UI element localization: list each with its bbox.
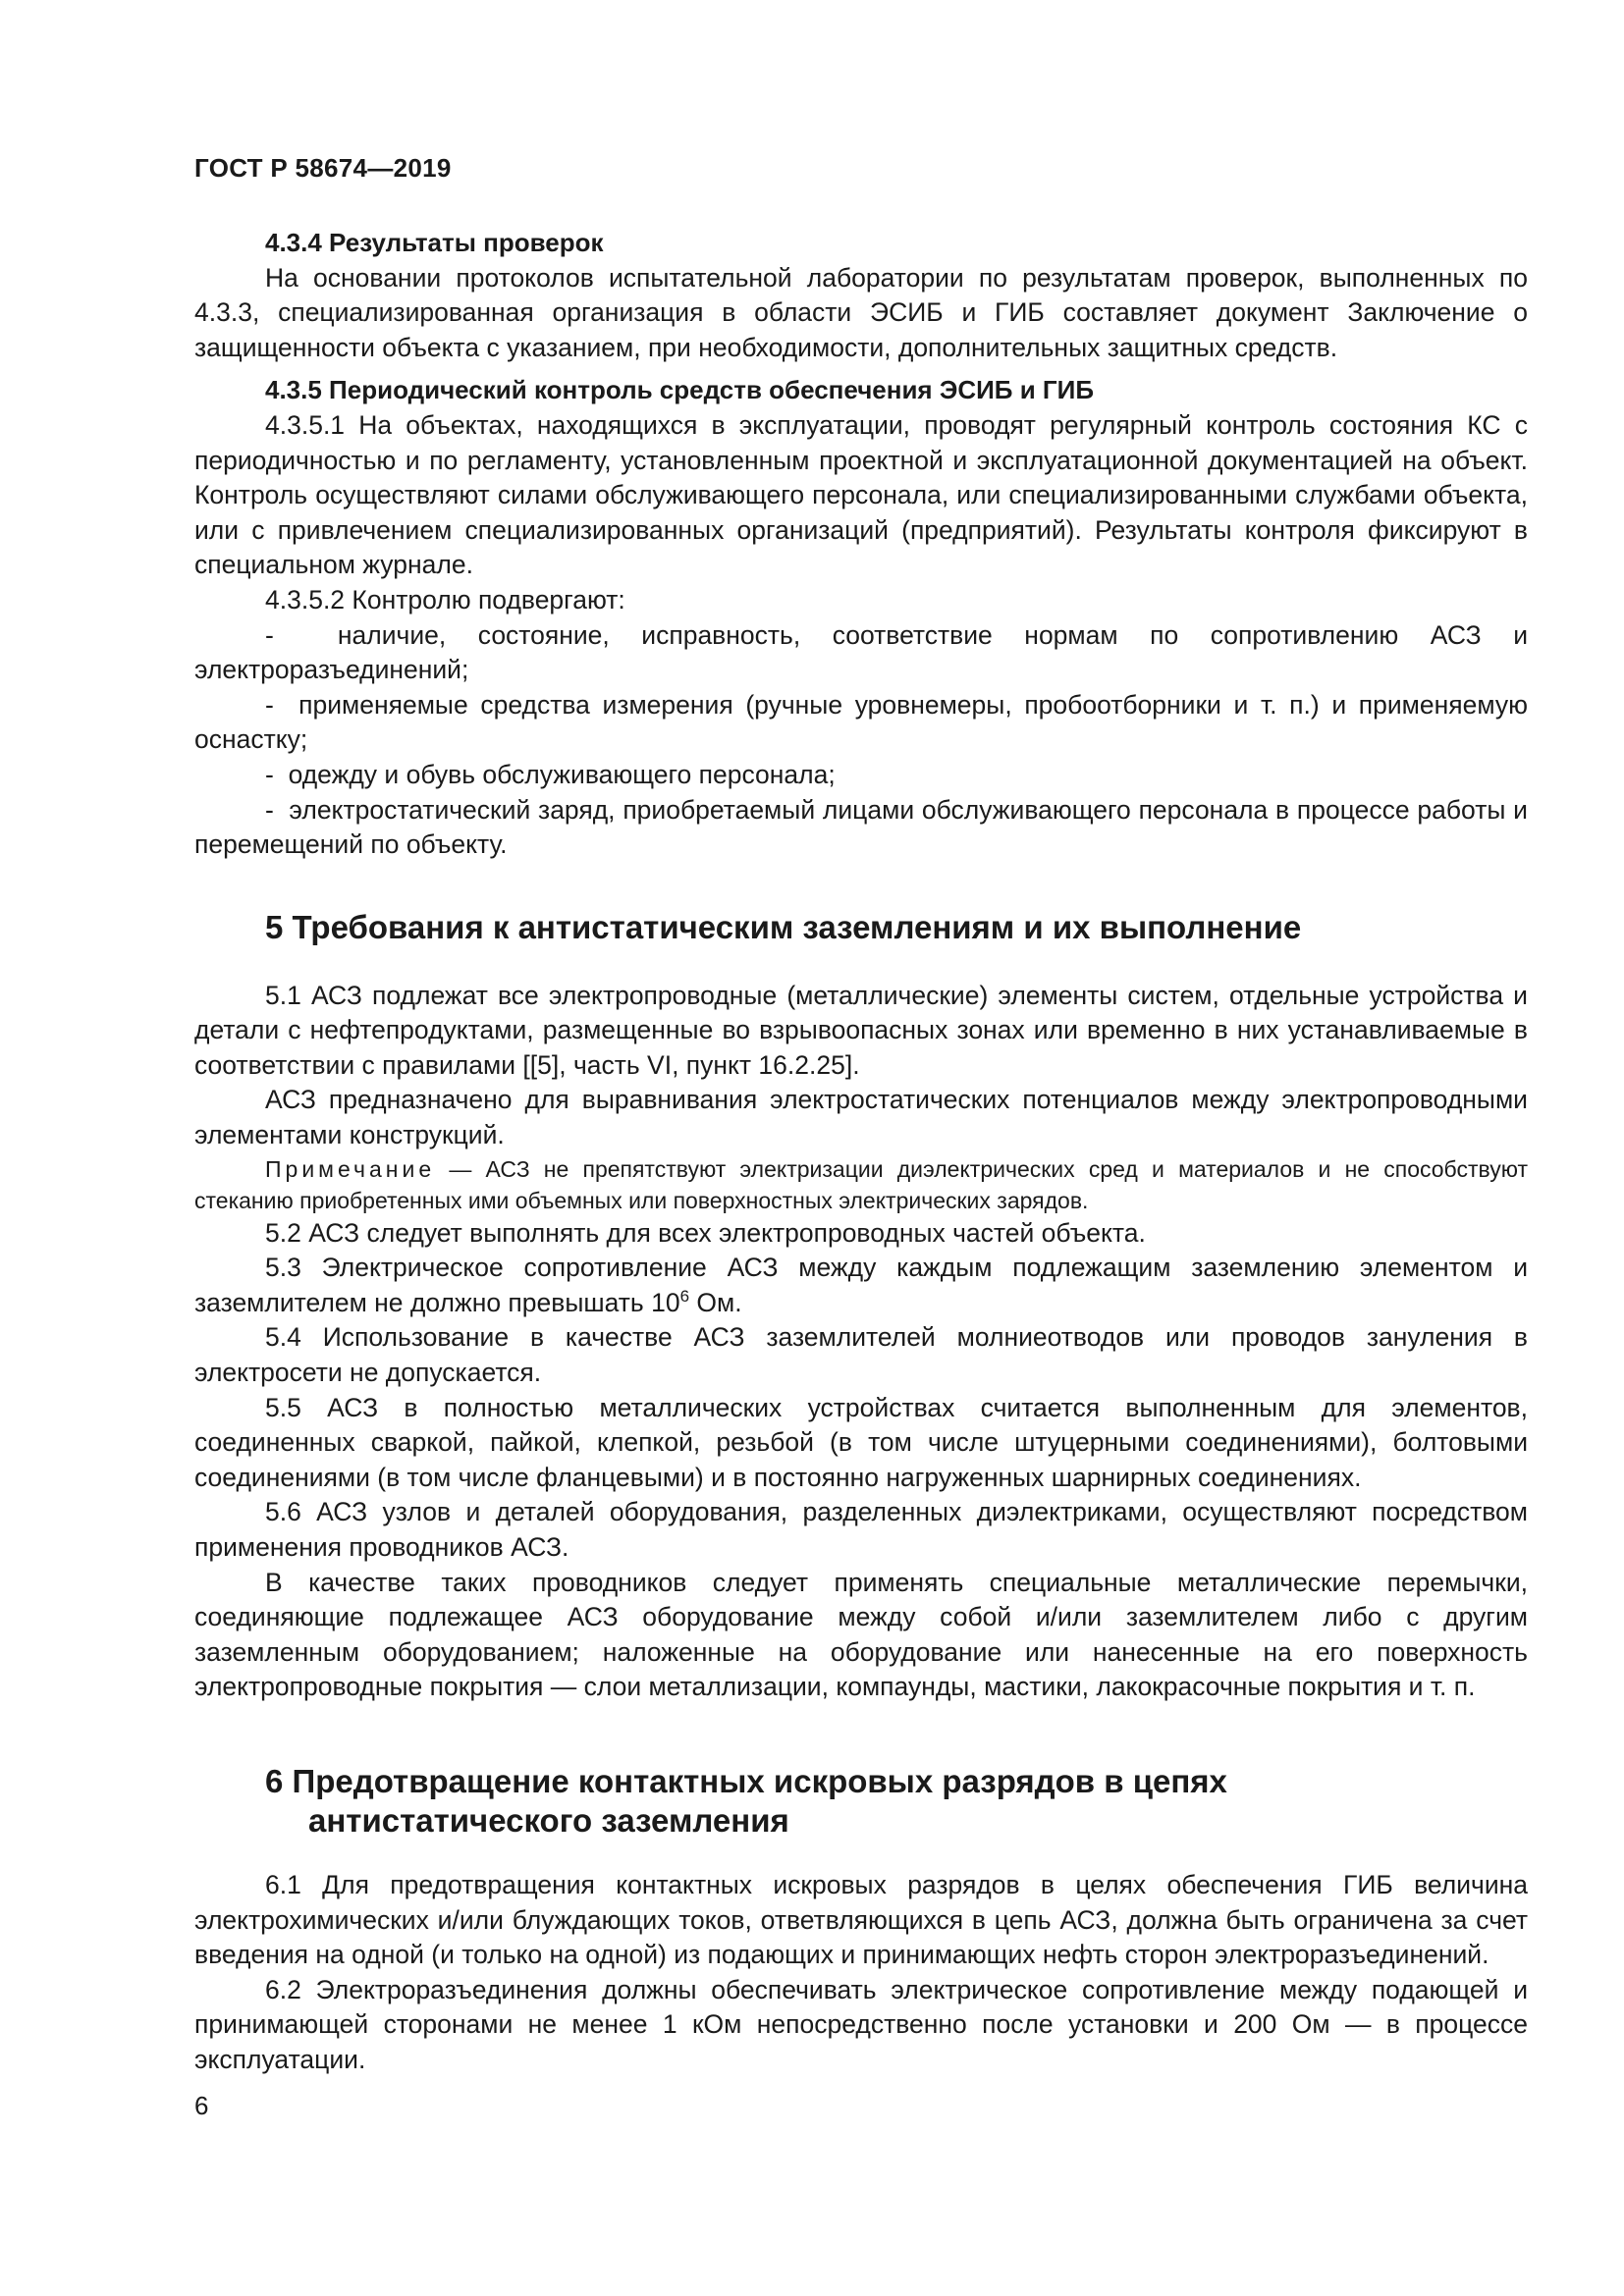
paragraph-5-6: 5.6 АСЗ узлов и деталей оборудования, разделенных диэлектриками, осуществляют посредством применения проводников АСЗ.: [194, 1497, 1528, 1562]
paragraph-5-4: 5.4 Использование в качестве АСЗ заземлителей молниеотводов или проводов зануления в электросети не допускается.: [194, 1322, 1528, 1388]
list-item: - одежду и обувь обслуживающего персонала;: [194, 758, 1528, 793]
heading-4-3-4: 4.3.4 Результаты проверок: [265, 228, 604, 257]
paragraph-5-6-continued: В качестве таких проводников следует применять специальные металлические перемычки, соединяющие подлежащее АСЗ оборудование между собой и/или заземлителем либо с другим заземленным оборудованием; наложенные на оборудование или нанесенные на его поверхность электропроводные покрытия — слои металлизации, компаунды, мастики, лакокрасочные покрытия и т. п.: [194, 1567, 1528, 1702]
note-dash: —: [435, 1155, 486, 1182]
paragraph-6-1: 6.1 Для предотвращения контактных искровых разрядов в целях обеспечения ГИБ величина электрохимических и/или блуждающих токов, ответвляющихся в цепь АСЗ, должна быть ограничена за счет введения на одной (и только на одной) из подающих и принимающих нефть сторон электроразъединений.: [194, 1869, 1528, 1970]
paragraph-6-2: 6.2 Электроразъединения должны обеспечивать электрическое сопротивление между подающей и принимающей сторонами не менее 1 кОм непосредственно после установки и 200 Ом — в процессе эксплуатации.: [194, 1974, 1528, 2074]
section-6-heading-line2: антистатического заземления: [308, 1801, 789, 1839]
section-5-heading: 5 Требования к антистатическим заземлениям и их выполнение: [265, 908, 1302, 945]
control-items-list: [194, 618, 1528, 863]
list-item: - наличие, состояние, исправность, соответствие нормам по сопротивлению АСЗ и электроразъединений;: [194, 618, 1528, 688]
document-body: [194, 226, 1528, 2078]
paragraph-5-1: 5.1 АСЗ подлежат все электропроводные (металлические) элементы систем, отдельные устройства и детали с нефтепродуктами, размещенные во взрывоопасных зонах или временно в них устанавливаемые в соответствии с правилами [[5], часть VI, пункт 16.2.25].: [194, 980, 1528, 1080]
paragraph-5-1-continued: АСЗ предназначено для выравнивания электростатических потенциалов между электропроводными элементами конструкций.: [194, 1085, 1528, 1150]
standard-code-header: ГОСТ Р 58674—2019: [194, 153, 452, 183]
paragraph-4-3-4: На основании протоколов испытательной лаборатории по результатам проверок, выполненных по 4.3.3, специализированная организация в области ЭСИБ и ГИБ составляет документ Заключение о защищенности объекта с указанием, при необходимости, дополнительных защитных средств.: [194, 262, 1528, 362]
note-block: [194, 1153, 1528, 1216]
list-item: - применяемые средства измерения (ручные уровнемеры, пробоотборники и т. п.) и применяемую оснастку;: [194, 688, 1528, 758]
paragraph-4-3-5-1: 4.3.5.1 На объектах, находящихся в эксплуатации, проводят регулярный контроль состояния КС с периодичностью и по регламенту, установленным проектной и эксплуатационной документацией на объект. Контроль осуществляют силами обслуживающего персонала, или специализированными службами объекта, или с привлечением специализированных организаций (предприятий). Результаты контроля фиксируют в специальном журнале.: [194, 409, 1528, 580]
exponent: 6: [679, 1286, 690, 1306]
paragraph-5-2: 5.2 АСЗ следует выполнять для всех электропроводных частей объекта.: [265, 1217, 1146, 1248]
section-6-heading: [194, 1762, 1528, 1841]
paragraph-5-3-text: 5.3 Электрическое сопротивление АСЗ между каждым подлежащим заземлению элементом и заземлителем не должно превышать 10: [194, 1253, 1528, 1317]
page-number: 6: [194, 2091, 209, 2120]
list-item: - электростатический заряд, приобретаемый лицами обслуживающего персонала в процессе работы и перемещений по объекту.: [194, 793, 1528, 863]
paragraph-5-3-unit: Ом.: [689, 1287, 742, 1317]
section-6-heading-line1: 6 Предотвращение контактных искровых разрядов в цепях: [265, 1762, 1227, 1799]
paragraph-5-5: 5.5 АСЗ в полностью металлических устройствах считается выполненным для элементов, соединенных сваркой, пайкой, клепкой, резьбой (в том числе штуцерными соединениями), болтовыми соединениями (в том числе фланцевыми) и в постоянно нагруженных шарнирных соединениях.: [194, 1392, 1528, 1492]
paragraph-5-3: [194, 1251, 1528, 1320]
heading-4-3-5: 4.3.5 Периодический контроль средств обеспечения ЭСИБ и ГИБ: [265, 375, 1095, 405]
note-label: Примечание: [265, 1155, 436, 1182]
note-text: АСЗ не препятствуют электризации диэлектрических сред и материалов и не способствуют стеканию приобретенных ими объемных или поверхностных электрических зарядов.: [194, 1155, 1529, 1213]
paragraph-4-3-5-2: 4.3.5.2 Контролю подвергают:: [265, 584, 625, 614]
